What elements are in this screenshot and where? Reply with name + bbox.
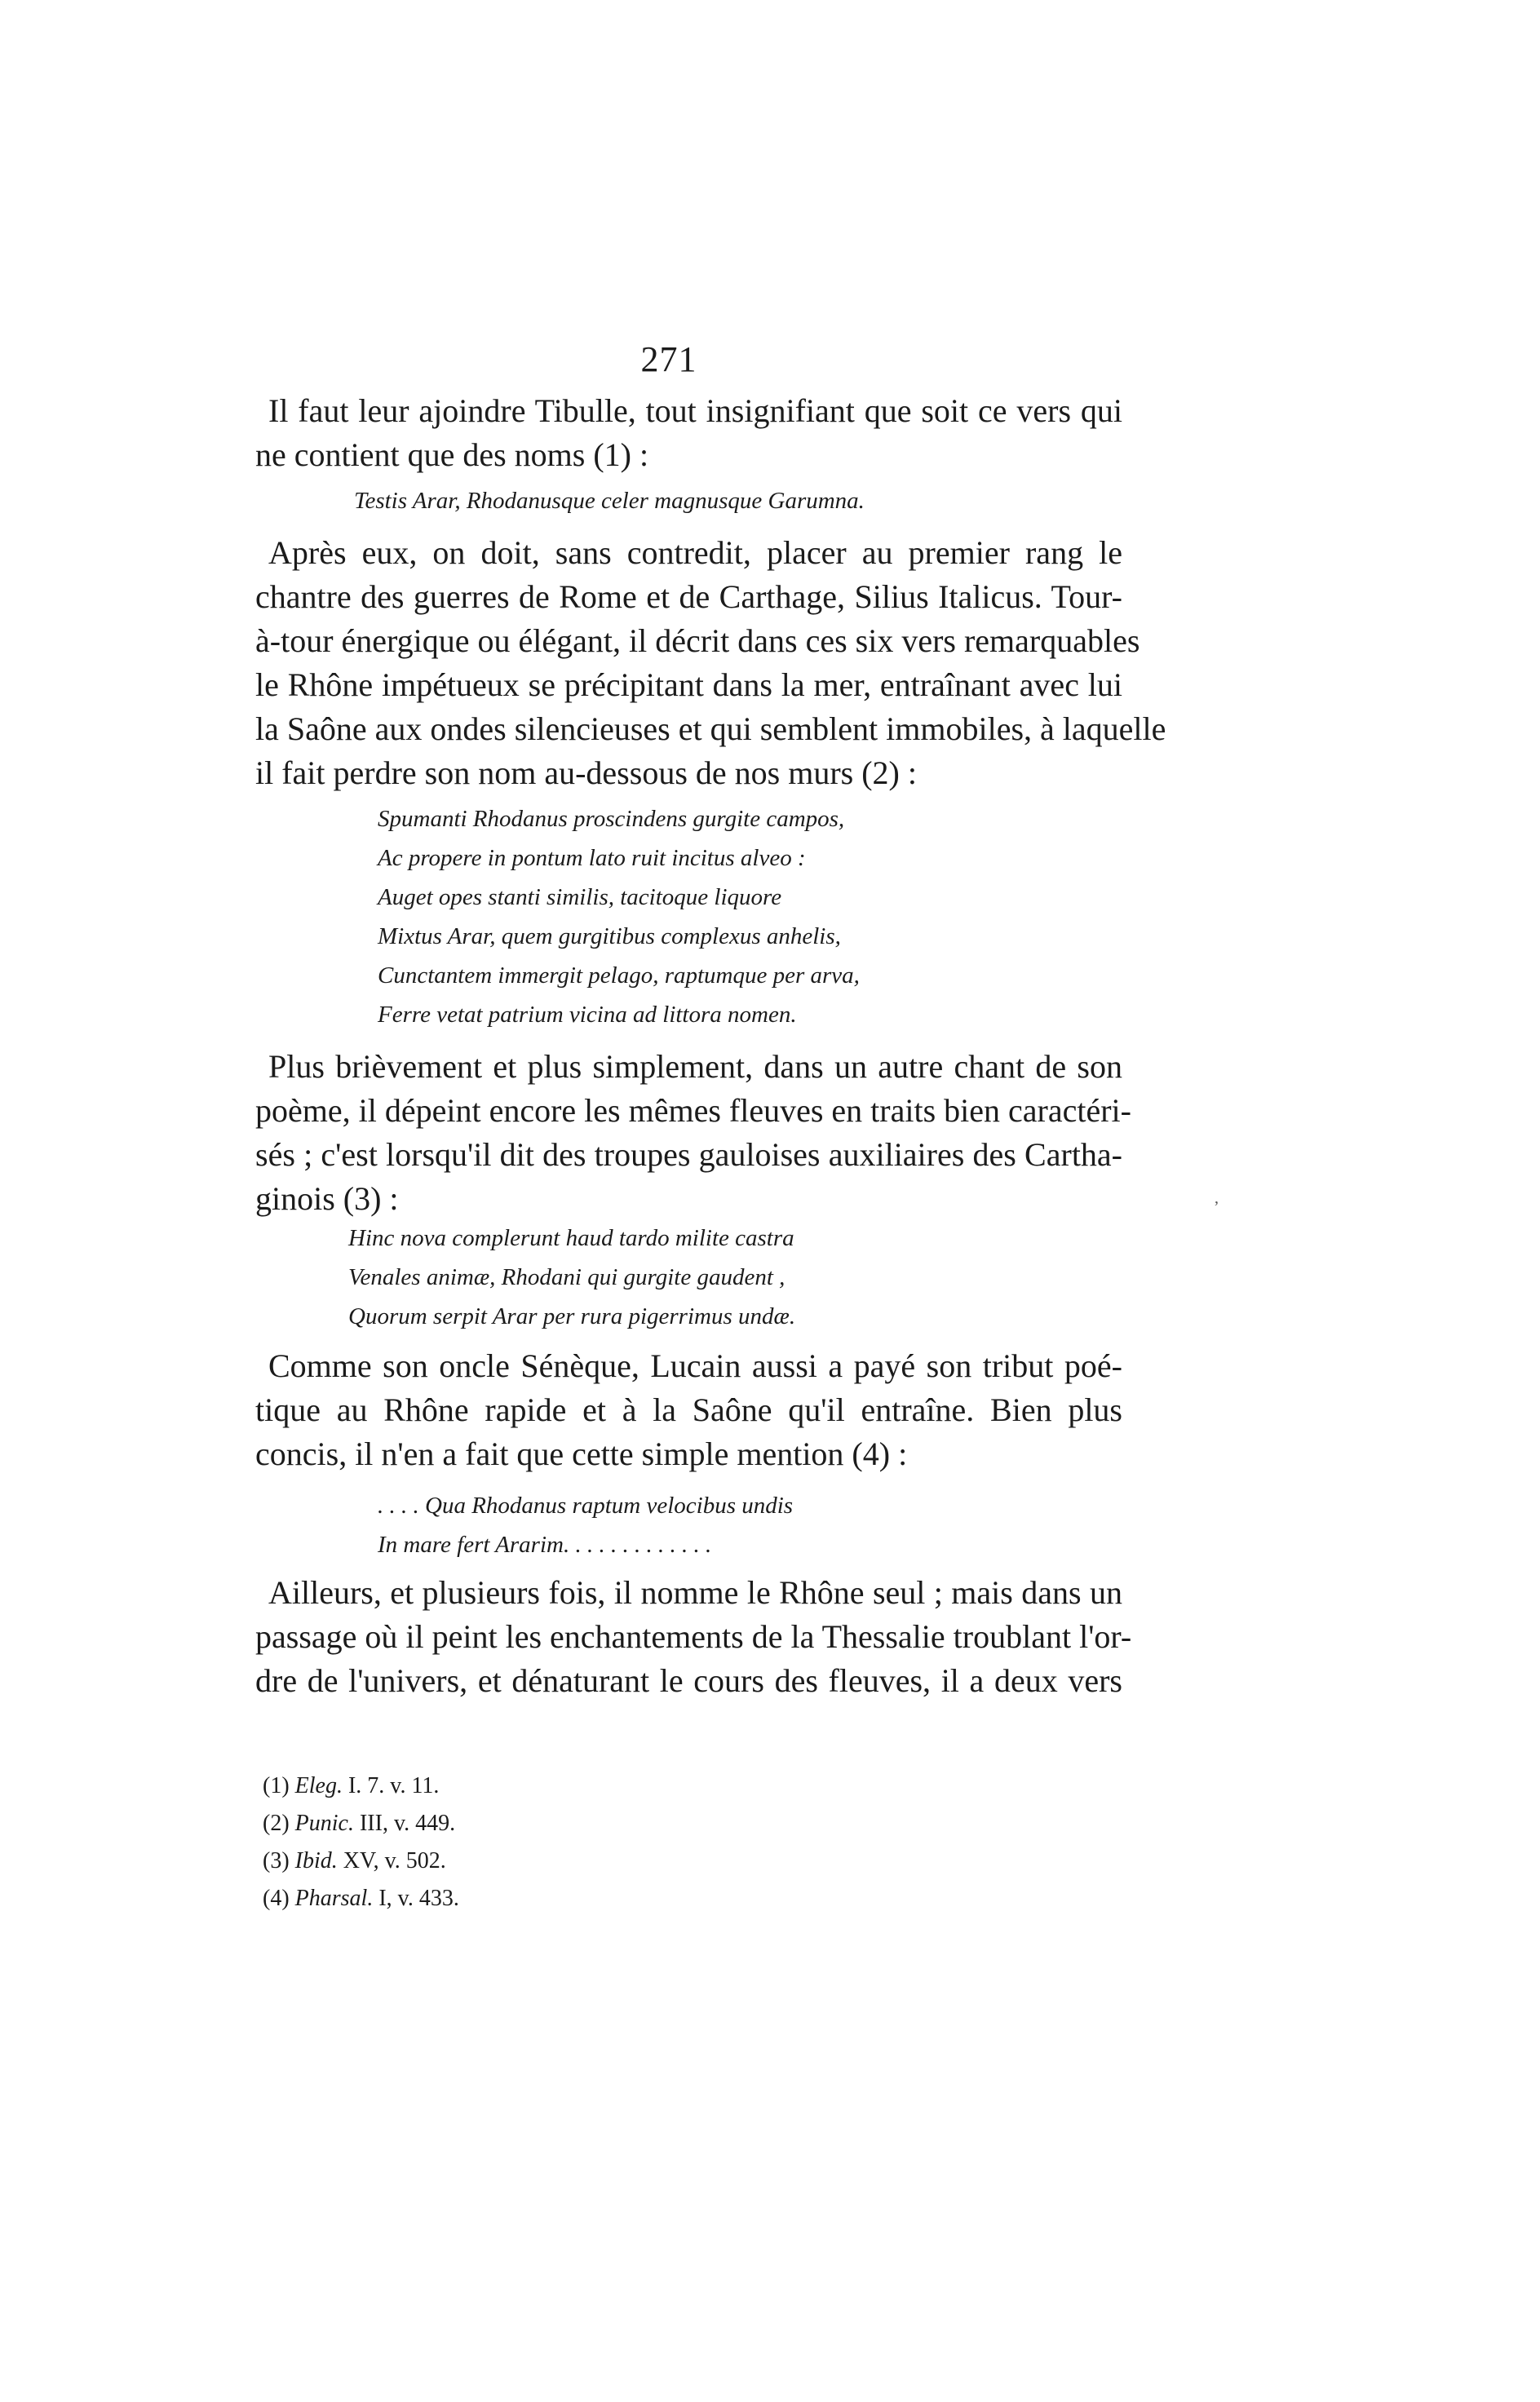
latin-verse: In mare fert Ararim. . . . . . . . . . . . . — [378, 1532, 712, 1558]
paragraph-5 — [255, 1571, 1132, 1703]
paragraph-2 — [255, 531, 1166, 795]
latin-verse: Mixtus Arar, quem gurgitibus complexus anhelis, — [378, 923, 841, 949]
footnote-reference: Ibid. — [294, 1848, 338, 1873]
paragraph-line: Il faut leur ajoindre Tibulle, tout insignifiant que soit ce vers qui — [268, 392, 1122, 429]
paragraph-line: le Rhône impétueux se précipitant dans la mer, entraînant avec lui — [255, 666, 1122, 703]
paragraph-line: tique au Rhône rapide et à la Saône qu'il entraîne. Bien plus — [255, 1391, 1122, 1428]
stray-mark: ‚ — [1214, 1189, 1219, 1207]
paragraph-line: ne contient que des noms (1) : — [255, 436, 649, 473]
footnote-location: III, v. 449. — [359, 1811, 456, 1836]
footnote-reference: Eleg. — [294, 1773, 343, 1798]
paragraph-line: il fait perdre son nom au-dessous de nos murs (2) : — [255, 754, 917, 791]
paragraph-line: ginois (3) : — [255, 1180, 399, 1217]
latin-verse: Quorum serpit Arar per rura pigerrimus undæ. — [348, 1303, 796, 1329]
footnotes — [263, 1767, 459, 1918]
latin-verse: . . . . Qua Rhodanus raptum velocibus undis — [378, 1493, 794, 1519]
paragraph-line: Après eux, on doit, sans contredit, placer au premier rang le — [268, 534, 1122, 571]
latin-verse: Hinc nova complerunt haud tardo milite castra — [348, 1225, 794, 1251]
footnote-location: I, v. 433. — [378, 1886, 459, 1911]
paragraph-3 — [255, 1045, 1131, 1221]
footnote-number: (1) — [263, 1773, 290, 1798]
footnote-reference: Pharsal. — [294, 1886, 374, 1911]
latin-verse: Venales animæ, Rhodani qui gurgite gaudent , — [348, 1264, 785, 1290]
footnote — [263, 1767, 459, 1805]
paragraph-1 — [255, 389, 1122, 477]
latin-verse: Spumanti Rhodanus proscindens gurgite campos, — [378, 806, 845, 832]
latin-verse: Auget opes stanti similis, tacitoque liquore — [378, 884, 782, 910]
footnote-number: (4) — [263, 1886, 290, 1911]
paragraph-line: Plus brièvement et plus simplement, dans un autre chant de son — [268, 1048, 1122, 1085]
paragraph-line: la Saône aux ondes silencieuses et qui semblent immobiles, à laquelle — [255, 710, 1166, 747]
paragraph-line: à-tour énergique ou élégant, il décrit dans ces six vers remarquables — [255, 622, 1140, 659]
footnote-reference: Punic. — [294, 1811, 354, 1836]
paragraph-line: concis, il n'en a fait que cette simple mention (4) : — [255, 1435, 908, 1472]
paragraph-line: Comme son oncle Sénèque, Lucain aussi a payé son tribut poé- — [268, 1347, 1122, 1384]
latin-verse: Cunctantem immergit pelago, raptumque per arva, — [378, 962, 860, 989]
paragraph-line: passage où il peint les enchantements de la Thessalie troublant l'or- — [255, 1618, 1132, 1655]
paragraph-line: dre de l'univers, et dénaturant le cours des fleuves, il a deux vers — [255, 1662, 1122, 1699]
page-number: 271 — [640, 339, 697, 379]
footnote — [263, 1842, 459, 1880]
latin-verse: Ferre vetat patrium vicina ad littora nomen. — [378, 1002, 797, 1028]
paragraph-line: poème, il dépeint encore les mêmes fleuves en traits bien caractéri- — [255, 1092, 1131, 1129]
paragraph-line: sés ; c'est lorsqu'il dit des troupes gauloises auxiliaires des Cartha- — [255, 1136, 1122, 1173]
footnote — [263, 1805, 459, 1842]
footnote-number: (3) — [263, 1848, 290, 1873]
footnote-location: I. 7. v. 11. — [347, 1773, 440, 1798]
latin-verse: Ac propere in pontum lato ruit incitus alveo : — [378, 845, 806, 871]
latin-verse: Testis Arar, Rhodanusque celer magnusque Garumna. — [354, 488, 865, 514]
footnote-number: (2) — [263, 1811, 290, 1836]
footnote-location: XV, v. 502. — [343, 1848, 446, 1873]
paragraph-4 — [255, 1344, 1122, 1476]
paragraph-line: chantre des guerres de Rome et de Carthage, Silius Italicus. Tour- — [255, 578, 1122, 615]
paragraph-line: Ailleurs, et plusieurs fois, il nomme le Rhône seul ; mais dans un — [268, 1574, 1122, 1611]
footnote — [263, 1880, 459, 1918]
